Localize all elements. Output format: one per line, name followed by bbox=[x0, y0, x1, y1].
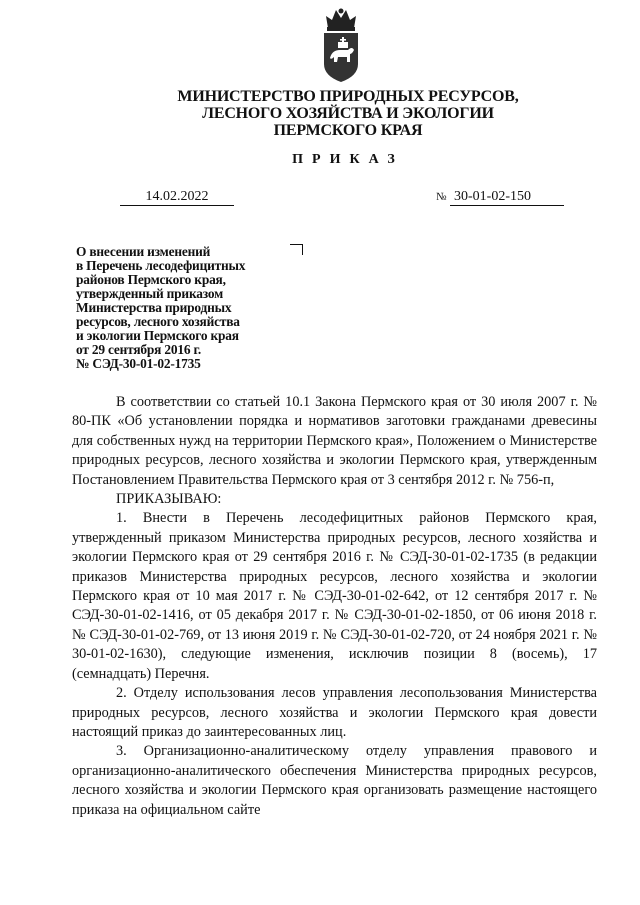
doc-body bbox=[72, 393, 597, 820]
subject-line: № СЭД-30-01-02-1735 bbox=[76, 356, 201, 371]
doc-subject bbox=[76, 245, 286, 371]
subject-line: в Перечень лесодефицитных bbox=[76, 258, 246, 273]
ministry-line-2: ЛЕСНОГО ХОЗЯЙСТВА И ЭКОЛОГИИ bbox=[202, 105, 494, 122]
subject-line: районов Пермского края, bbox=[76, 272, 226, 287]
item-3-paragraph: 3. Организационно-аналитическому отделу управления правового и организационно-аналитического обеспечения Министерства природных ресурсов, лесного хозяйства и экологии Пермского края организовать размещение настоящего приказа на официальном сайте bbox=[72, 743, 597, 818]
ministry-line-1: МИНИСТЕРСТВО ПРИРОДНЫХ РЕСУРСОВ, bbox=[177, 88, 519, 105]
subject-corner-mark bbox=[290, 244, 303, 255]
doc-type-title: ПРИКАЗ bbox=[292, 152, 404, 167]
preamble-paragraph: В соответствии со статьей 10.1 Закона Пермского края от 30 июля 2007 г. № 80-ПК «Об установлении порядка и нормативов заготовки гражданами древесины для собственных нужд на территории Пермского края», Положением о Министерстве природных ресурсов, лесного хозяйства и экологии Пермского края, утвержденным Постановлением Правительства Пермского края от 3 сентября 2012 г. № 756-п, bbox=[72, 394, 597, 488]
subject-line: Министерства природных bbox=[76, 300, 232, 315]
ministry-name bbox=[28, 88, 640, 139]
doc-number: 30-01-02-150 bbox=[450, 188, 564, 206]
item-1-paragraph: 1. Внести в Перечень лесодефицитных районов Пермского края, утвержденный приказом Министерства природных ресурсов, лесного хозяйства и экологии Пермского края от 29 сентября 2016 г. № СЭД-30-01-02-1735 (в редакции приказов Министерства природных ресурсов, лесного хозяйства и экологии Пермского края от 10 мая 2017 г. № СЭД-30-01-02-642, от 12 сентября 2017 г. № СЭД-30-01-02-1416, от 05 декабря 2017 г. № СЭД-30-01-02-1850, от 06 июня 2018 г. № СЭД-30-01-02-769, от 13 июня 2019 г. № СЭД-30-01-02-720, от 24 ноября 2021 г. № 30-01-02-1630), следующие изменения, исключив позиции 8 (восемь), 17 (семнадцать) Перечня. bbox=[72, 510, 597, 682]
subject-line: и экологии Пермского края bbox=[76, 328, 239, 343]
order-word: ПРИКАЗЫВАЮ: bbox=[116, 491, 222, 508]
subject-line: ресурсов, лесного хозяйства bbox=[76, 314, 240, 329]
perm-krai-coat-of-arms-icon bbox=[316, 6, 366, 86]
doc-date: 14.02.2022 bbox=[120, 188, 234, 206]
subject-line: О внесении изменений bbox=[76, 244, 211, 259]
subject-line: от 29 сентября 2016 г. bbox=[76, 342, 201, 357]
subject-line: утвержденный приказом bbox=[76, 286, 224, 301]
ministry-line-3: ПЕРМСКОГО КРАЯ bbox=[273, 122, 423, 139]
item-2-paragraph: 2. Отделу использования лесов управления лесопользования Министерства природных ресурсов, лесного хозяйства и экологии Пермского края довести настоящий приказ до заинтересованных лиц. bbox=[72, 685, 597, 740]
number-label: № bbox=[436, 191, 447, 203]
